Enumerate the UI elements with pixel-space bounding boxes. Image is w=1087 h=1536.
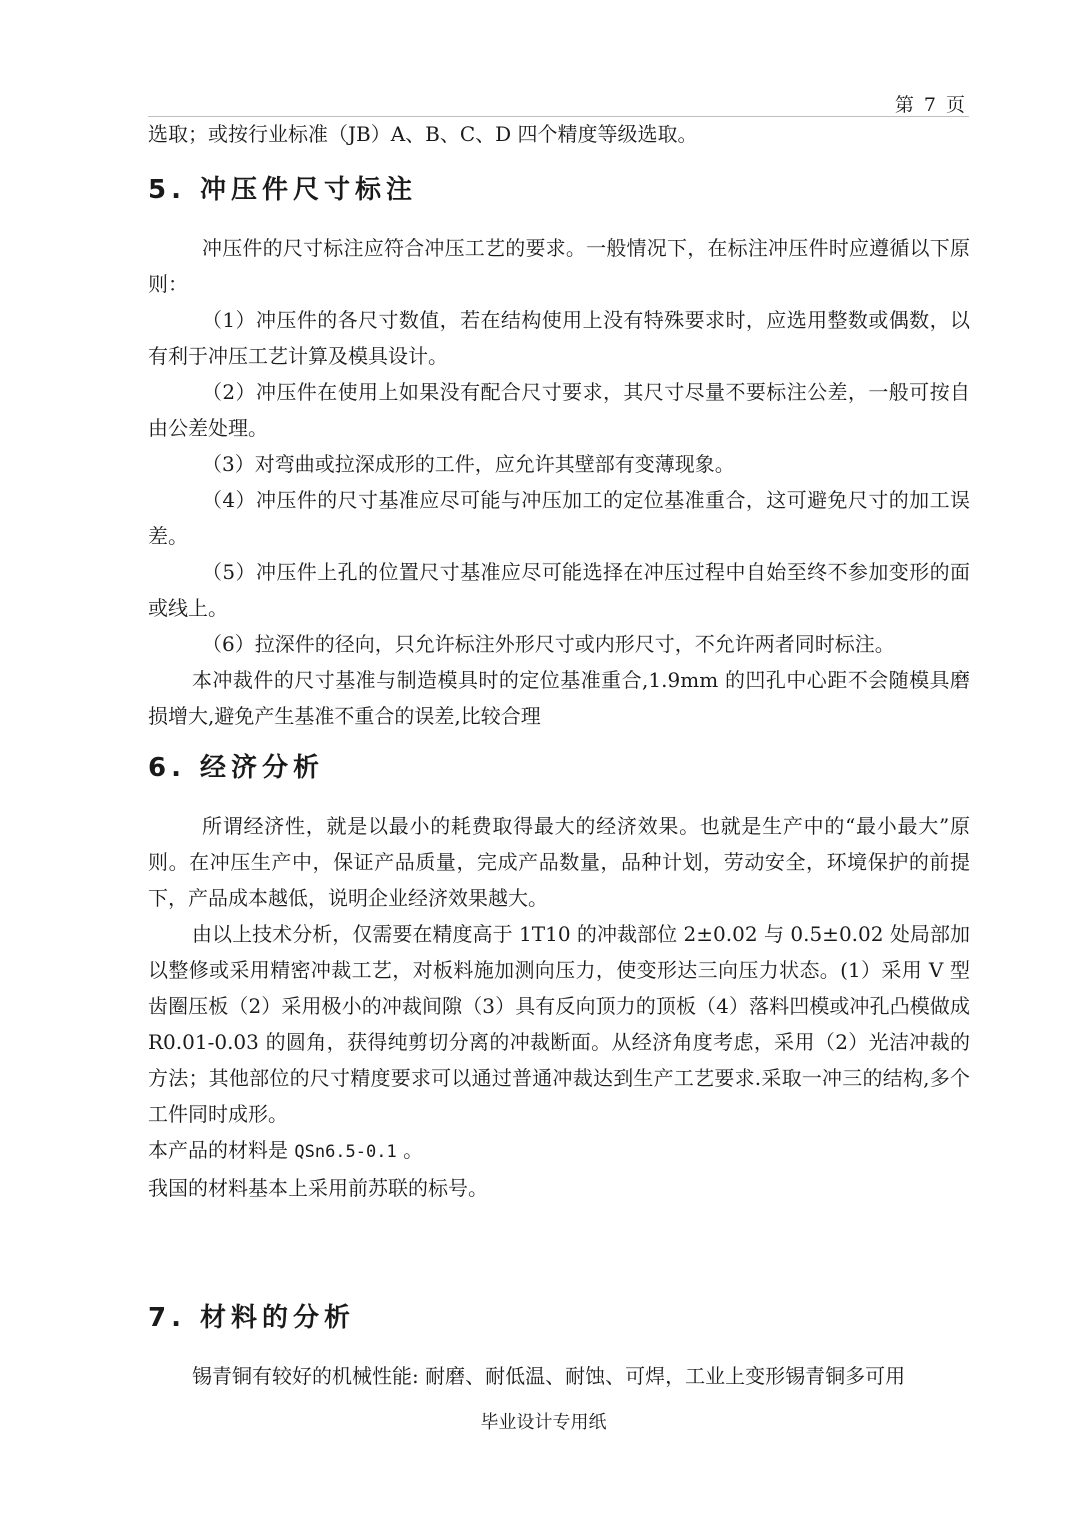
section-6-paragraph-1: 所谓经济性，就是以最小的耗费取得最大的经济效果。也就是生产中的“最小最大”原则。在冲压生产中，保证产品质量，完成产品数量，品种计划，劳动安全，环境保护的前提下，产品成本越低，说明企业经济效果越大。 [148,814,970,910]
material-line [148,1132,970,1170]
section-5-item-6: （6）拉深件的径向，只允许标注外形尺寸或内形尺寸，不允许两者同时标注。 [202,632,895,656]
standard-line: 我国的材料基本上采用前苏联的标号。 [148,1176,488,1200]
section-7-heading: 7. 材料的分析 [148,1303,356,1333]
section-5-item-3: （3）对弯曲或拉深成形的工件，应允许其壁部有变薄现象。 [202,452,735,476]
section-5-item-2: （2）冲压件在使用上如果没有配合尺寸要求，其尺寸尽量不要标注公差，一般可按自由公差处理。 [148,380,970,440]
page-number: 第 7 页 [894,94,967,116]
section-5-heading: 5. 冲压件尺寸标注 [148,175,418,205]
material-prefix: 本产品的材料是 [148,1138,295,1162]
page-footer: 毕业设计专用纸 [480,1412,607,1433]
section-6-paragraph-2: 由以上技术分析，仅需要在精度高于 1T10 的冲裁部位 2±0.02 与 0.5±0.02 处局部加以整修或采用精密冲裁工艺，对板料施加测向压力，使变形达三向压力状态。(1）采用 V 型齿圈压板（2）采用极小的冲裁间隙（3）具有反向顶力的顶板（4）落料凹模或冲孔凸模做成 R0.01-0.03 的圆角，获得纯剪切分离的冲裁断面。从经济角度考虑，采用（2）光洁冲裁的方法；其他部位的尺寸精度要求可以通过普通冲裁达到生产工艺要求.采取一冲三的结构,多个工件同时成形。 [148,922,970,1126]
material-code: QSn6.5-0.1 [294,1142,397,1162]
section-7-paragraph-1: 锡青铜有较好的机械性能: 耐磨、耐低温、耐蚀、可焊，工业上变形锡青铜多可用 [192,1364,906,1388]
section-5-item-5: （5）冲压件上孔的位置尺寸基准应尽可能选择在冲压过程中自始至终不参加变形的面或线上。 [148,560,970,620]
page-header [148,88,969,117]
section-5-item-4: （4）冲压件的尺寸基准应尽可能与冲压加工的定位基准重合，这可避免尺寸的加工误差。 [148,488,970,548]
section-6-heading: 6. 经济分析 [148,753,325,783]
intro-line: 选取；或按行业标准（JB）A、B、C、D 四个精度等级选取。 [148,122,698,146]
section-5-paragraph-2: 本冲裁件的尺寸基准与制造模具时的定位基准重合,1.9mm 的凹孔中心距不会随模具磨损增大,避免产生基准不重合的误差,比较合理 [148,668,970,728]
document-body [148,116,970,1394]
section-5-paragraph-1: 冲压件的尺寸标注应符合冲压工艺的要求。一般情况下，在标注冲压件时应遵循以下原则： [148,236,970,296]
section-5-item-1: （1）冲压件的各尺寸数值，若在结构使用上没有特殊要求时，应选用整数或偶数，以有利于冲压工艺计算及模具设计。 [148,308,970,368]
material-suffix: 。 [396,1138,424,1162]
